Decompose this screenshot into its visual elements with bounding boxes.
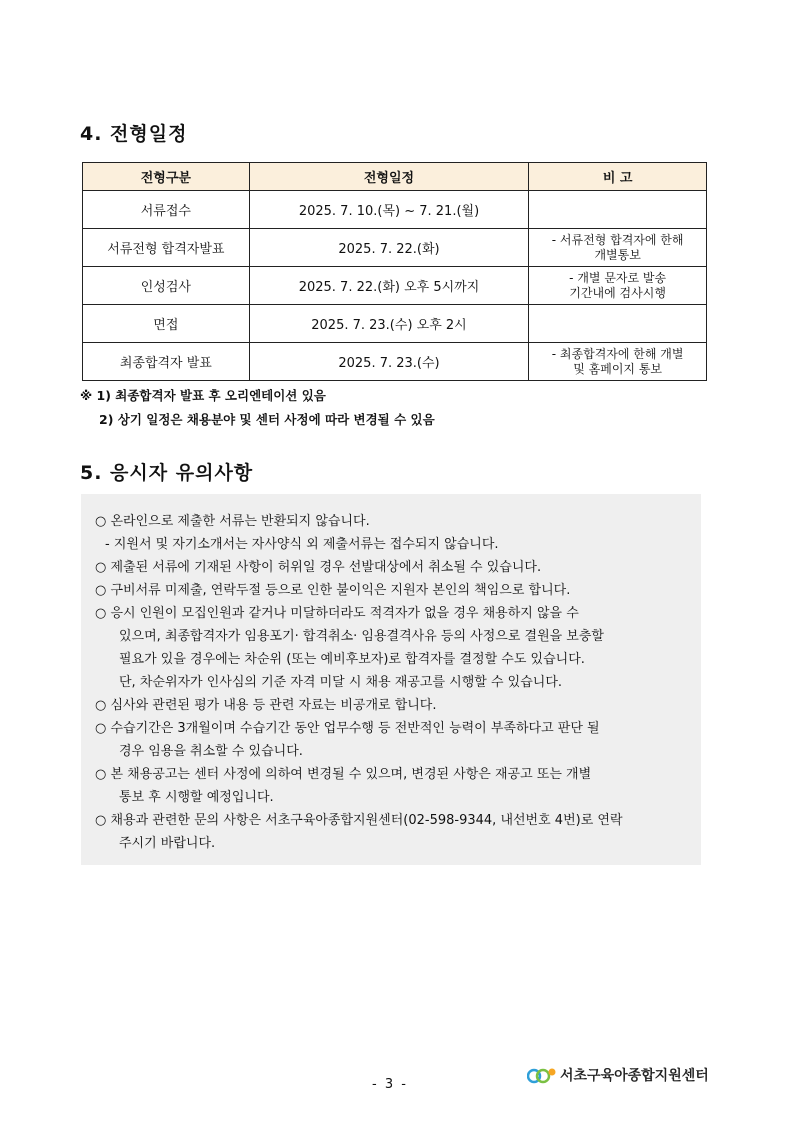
stage-cell: 최종합격자 발표 (83, 343, 250, 381)
footnote-1: ※ 1) 최종합격자 발표 후 오리엔테이션 있음 (80, 388, 326, 403)
notice-line: 단, 차순위자가 인사심의 기준 자격 미달 시 채용 재공고를 시행할 수 있습니다. (119, 675, 563, 690)
note-cell (529, 343, 707, 381)
notice-line: 주시기 바랍니다. (119, 836, 216, 851)
note-cell (529, 267, 707, 305)
table-row (83, 191, 707, 229)
notice-line: ○ 응시 인원이 모집인원과 같거나 미달하더라도 적격자가 없을 경우 채용하지 않을 수 (95, 606, 579, 621)
stage-cell: 서류전형 합격자발표 (83, 229, 250, 267)
header-stage: 전형구분 (83, 163, 250, 191)
page-number: - 3 - (372, 1077, 408, 1092)
stage-cell: 면접 (83, 305, 250, 343)
notice-line: ○ 온라인으로 제출한 서류는 반환되지 않습니다. (95, 514, 370, 529)
date-cell: 2025. 7. 10.(목) ~ 7. 21.(월) (249, 191, 529, 229)
notice-line: ○ 채용과 관련한 문의 사항은 서초구육아종합지원센터(02-598-9344, 내선번호 4번)로 연락 (95, 813, 623, 828)
table-row (83, 305, 707, 343)
notice-line: 통보 후 시행할 예정입니다. (119, 790, 274, 805)
org-logo (527, 1065, 709, 1085)
date-cell: 2025. 7. 23.(수) 오후 2시 (249, 305, 529, 343)
date-cell: 2025. 7. 22.(화) 오후 5시까지 (249, 267, 529, 305)
section-4-title: 4. 전형일정 (80, 123, 188, 145)
notice-line: ○ 수습기간은 3개월이며 수습기간 동안 업무수행 등 전반적인 능력이 부족하다고 판단 될 (95, 721, 600, 736)
org-logo-icon (527, 1065, 557, 1085)
note-cell (529, 229, 707, 267)
header-date: 전형일정 (249, 163, 529, 191)
footnote-2: 2) 상기 일정은 채용분야 및 센터 사정에 따라 변경될 수 있음 (99, 412, 435, 427)
note-line: 및 홈페이지 통보 (573, 361, 663, 376)
note-cell (529, 191, 707, 229)
header-note: 비 고 (529, 163, 707, 191)
notice-line: - 지원서 및 자기소개서는 자사양식 외 제출서류는 접수되지 않습니다. (105, 537, 499, 552)
note-line: - 최종합격자에 한해 개별 (551, 346, 684, 361)
notice-line: 필요가 있을 경우에는 차순위 (또는 예비후보자)로 합격자를 결정할 수도 있습니다. (119, 652, 585, 667)
section-5-title: 5. 응시자 유의사항 (80, 462, 254, 484)
notice-line: ○ 본 채용공고는 센터 사정에 의하여 변경될 수 있으며, 변경된 사항은 재공고 또는 개별 (95, 767, 592, 782)
note-line: 기간내에 검사시행 (569, 285, 666, 300)
notice-box (81, 494, 701, 865)
date-cell: 2025. 7. 23.(수) (249, 343, 529, 381)
note-line: - 서류전형 합격자에 한해 (551, 232, 684, 247)
notice-line: ○ 구비서류 미제출, 연락두절 등으로 인한 불이익은 지원자 본인의 책임으로 합니다. (95, 583, 571, 598)
note-cell (529, 305, 707, 343)
org-name: 서초구육아종합지원센터 (560, 1068, 709, 1084)
notice-line: ○ 심사와 관련된 평가 내용 등 관련 자료는 비공개로 합니다. (95, 698, 437, 713)
notice-line: 있으며, 최종합격자가 임용포기· 합격취소· 임용결격사유 등의 사정으로 결원을 보충할 (119, 629, 604, 644)
table-row (83, 267, 707, 305)
stage-cell: 서류접수 (83, 191, 250, 229)
notice-line: 경우 임용을 취소할 수 있습니다. (119, 744, 303, 759)
table-header-row (83, 163, 707, 191)
table-row (83, 343, 707, 381)
note-line: - 개별 문자로 발송 (569, 270, 667, 285)
schedule-table (82, 162, 707, 381)
table-row (83, 229, 707, 267)
notice-line: ○ 제출된 서류에 기재된 사항이 허위일 경우 선발대상에서 취소될 수 있습니다. (95, 560, 542, 575)
date-cell: 2025. 7. 22.(화) (249, 229, 529, 267)
note-line: 개별통보 (594, 247, 641, 262)
stage-cell: 인성검사 (83, 267, 250, 305)
